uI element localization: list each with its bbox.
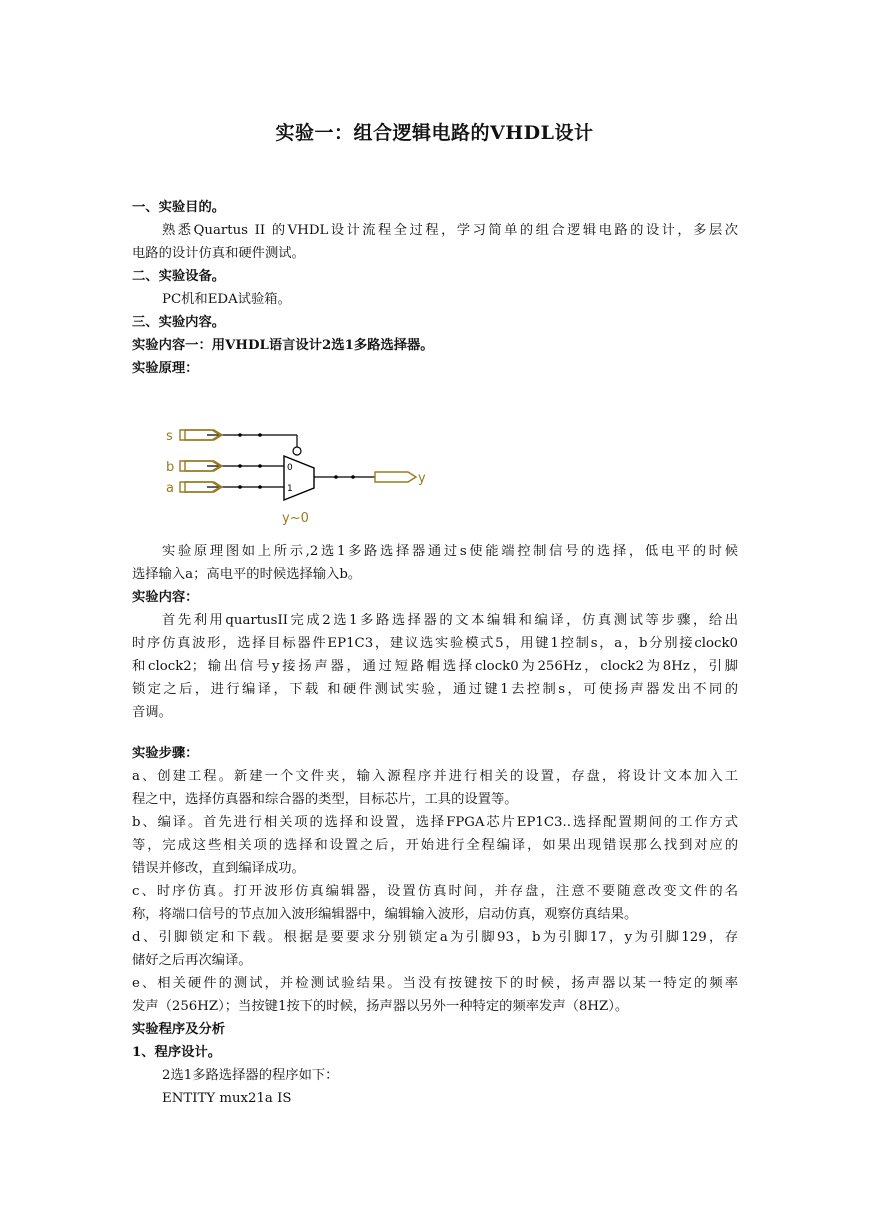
mux-circuit-diagram xyxy=(160,418,450,530)
subheading-program: 实验程序及分析 xyxy=(132,1022,226,1037)
label-a: a xyxy=(166,481,174,496)
subheading-program-design: 1、程序设计。 xyxy=(132,1045,222,1060)
label-y: y xyxy=(418,471,426,486)
section-heading-content: 三、实验内容。 xyxy=(132,315,226,330)
paragraph-line: 称，将端口信号的节点加入波形编辑器中，编辑输入波形，启动仿真，观察仿真结果。 xyxy=(132,907,638,922)
paragraph-line: 选择输入a；高电平的时候选择输入b。 xyxy=(132,567,362,582)
paragraph-line: 2选1多路选择器的程序如下： xyxy=(162,1068,339,1083)
paragraph-line: 错误并修改，直到编译成功。 xyxy=(132,861,305,876)
mux-pin-1-label: 1 xyxy=(287,484,293,494)
paragraph-line: 和clock2；输出信号y接扬声器，通过短路帽选择clock0为256Hz，clock2为8Hz，引脚 xyxy=(132,659,738,674)
subheading-steps: 实验步骤： xyxy=(132,746,199,761)
document-title: 实验一：组合逻辑电路的VHDL设计 xyxy=(275,122,594,144)
paragraph-line: 音调。 xyxy=(132,705,172,720)
paragraph-line: c、时序仿真。打开波形仿真编辑器，设置仿真时间，并存盘，注意不要随意改变文件的名 xyxy=(132,884,738,899)
paragraph-line: 储好之后再次编译。 xyxy=(132,953,252,968)
paragraph-line: PC机和EDA试验箱。 xyxy=(162,292,291,307)
subheading-principle: 实验原理： xyxy=(132,361,199,376)
code-line: ENTITY mux21a IS xyxy=(162,1091,292,1106)
mux-pin-0-label: 0 xyxy=(287,463,293,473)
instance-label: y~0 xyxy=(282,511,309,526)
label-b: b xyxy=(166,460,175,475)
paragraph-line: 实验原理图如上所示,2选1多路选择器通过s使能端控制信号的选择，低电平的时候 xyxy=(162,544,738,559)
label-s: s xyxy=(166,429,173,444)
paragraph-line: 时序仿真波形，选择目标器件EP1C3，建议选实验模式5，用键1控制s，a，b分别接clock0 xyxy=(132,636,738,651)
output-pin-y xyxy=(375,472,416,482)
paragraph-line: 程之中，选择仿真器和综合器的类型，目标芯片，工具的设置等。 xyxy=(132,792,518,807)
section-heading-equipment: 二、实验设备。 xyxy=(132,269,226,284)
paragraph-line: d、引脚锁定和下载。根据是要要求分别锁定a为引脚93，b为引脚17，y为引脚129，存 xyxy=(132,930,738,945)
paragraph-line: 熟悉Quartus II 的VHDL设计流程全过程，学习简单的组合逻辑电路的设计，多层次 xyxy=(162,223,738,238)
paragraph-line: 电路的设计仿真和硬件测试。 xyxy=(132,246,305,261)
section-heading-purpose: 一、实验目的。 xyxy=(132,200,226,215)
subheading-content: 实验内容： xyxy=(132,590,199,605)
paragraph-line: 锁定之后，进行编译，下载 和硬件测试实验，通过键1去控制s，可使扬声器发出不同的 xyxy=(132,682,738,697)
paragraph-line: a、创建工程。新建一个文件夹，输入源程序并进行相关的设置，存盘，将设计文本加入工 xyxy=(132,769,738,784)
subheading-content-one: 实验内容一：用VHDL语言设计2选1多路选择器。 xyxy=(132,338,434,353)
paragraph-line: 等，完成这些相关项的选择和设置之后，开始进行全程编译，如果出现错误那么找到对应的 xyxy=(132,838,738,853)
paragraph-line: 发声（256HZ）；当按键1按下的时候，扬声器以另外一种特定的频率发声（8HZ）。 xyxy=(132,999,629,1014)
paragraph-line: e、相关硬件的测试，并检测试验结果。当没有按键按下的时候，扬声器以某一特定的频率 xyxy=(132,976,738,991)
paragraph-line: b、编译。首先进行相关项的选择和设置，选择FPGA芯片EP1C3..选择配置期间的工作方式 xyxy=(132,815,738,830)
paragraph-line: 首先利用quartusII完成2选1多路选择器的文本编辑和编译，仿真测试等步骤，给出 xyxy=(162,613,738,628)
